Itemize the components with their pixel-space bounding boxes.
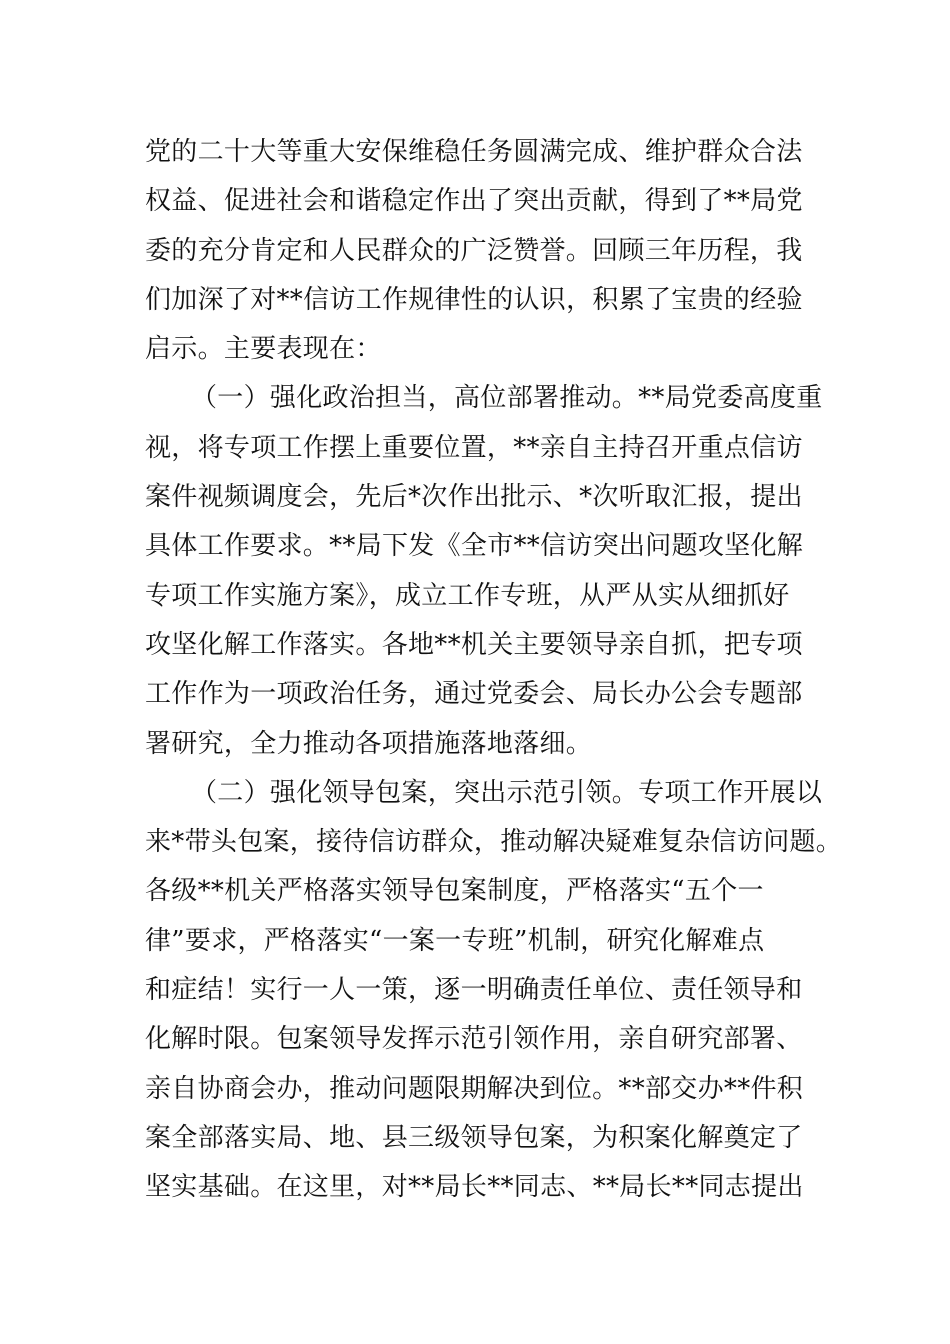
text-line: 启示。主要表现在： (145, 334, 382, 365)
body-text (145, 128, 843, 1213)
text-line: 工作作为一项政治任务，通过党委会、局长办公会专题部 (145, 679, 803, 710)
text-line: 和症结！实行一人一策，逐一明确责任单位、责任领导和 (145, 975, 803, 1006)
text-line: 署研究，全力推动各项措施落地落细。 (145, 728, 593, 759)
text-line: 党的二十大等重大安保维稳任务圆满完成、维护群众合法 (145, 137, 803, 167)
text-line: 视，将专项工作摆上重要位置，**亲自主持召开重点信访 (145, 432, 803, 463)
text-line: 权益、促进社会和谐稳定作出了突出贡献，得到了**局党 (145, 186, 803, 217)
text-line: 律”要求，严格落实“一案一专班”机制，研究化解难点 (145, 925, 765, 956)
section-heading-line: （一）强化政治担当，高位部署推动。**局党委高度重 (191, 383, 823, 414)
text-line: 们加深了对**信访工作规律性的认识，积累了宝贵的经验 (145, 284, 803, 315)
text-line: 化解时限。包案领导发挥示范引领作用，亲自研究部署、 (145, 1024, 803, 1055)
text-line: 委的充分肯定和人民群众的广泛赞誉。回顾三年历程，我 (145, 235, 803, 266)
text-line: 各级**机关严格落实领导包案制度，严格落实“五个一 (145, 876, 764, 907)
text-line: 来*带头包案，接待信访群众，推动解决疑难复杂信访问题。 (145, 827, 843, 858)
text-line: 坚实基础。在这里，对**局长**同志、**局长**同志提出 (145, 1172, 804, 1203)
text-line: 具体工作要求。**局下发《全市**信访突出问题攻坚化解 (145, 531, 804, 562)
text-line: 案全部落实局、地、县三级领导包案，为积案化解奠定了 (145, 1122, 803, 1153)
text-line: 攻坚化解工作落实。各地**机关主要领导亲自抓，把专项 (145, 629, 803, 660)
section-heading-line: （二）强化领导包案，突出示范引领。专项工作开展以 (191, 777, 823, 808)
text-line: 案件视频调度会，先后*次作出批示、*次听取汇报，提出 (145, 482, 803, 513)
text-line: 亲自协商会办，推动问题限期解决到位。**部交办**件积 (145, 1073, 804, 1104)
text-line: 专项工作实施方案》，成立工作专班，从严从实从细抓好 (145, 580, 790, 611)
